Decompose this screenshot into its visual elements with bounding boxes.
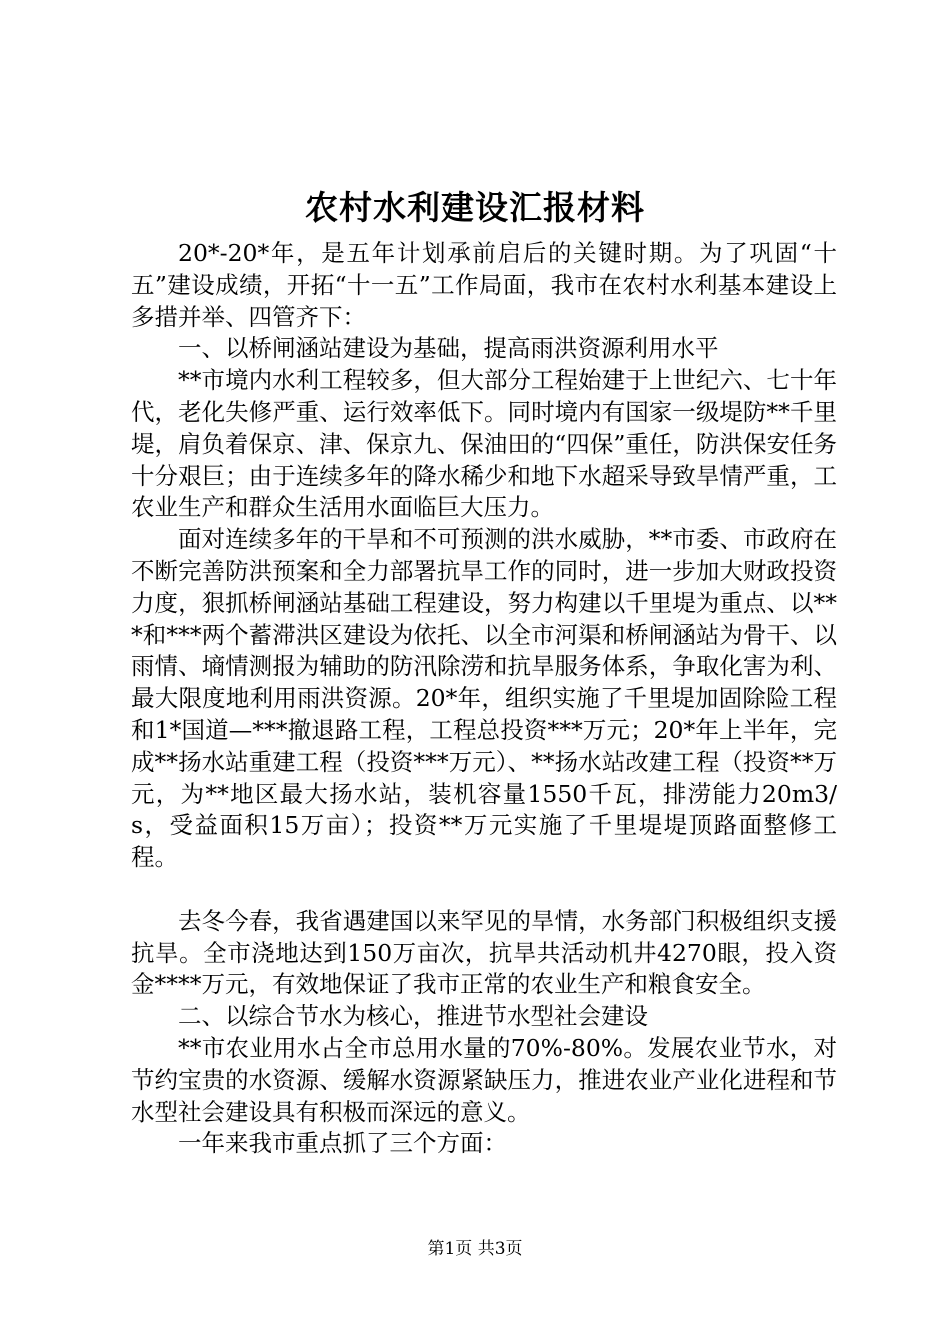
document-title: 农村水利建设汇报材料 <box>305 188 645 227</box>
paragraph-background: **市境内水利工程较多，但大部分工程始建于上世纪六、七十年代，老化失修严重、运行效率低下。同时境内有国家一级堤防**千里堤，肩负着保京、津、保京九、保油田的“四保”重任，防洪保安任务十分艰巨；由于连续多年的降水稀少和地下水超采导致旱情严重，工农业生产和群众生活用水面临巨大压力。 <box>131 366 837 522</box>
page-footer: 第1页 共3页 <box>427 1239 523 1259</box>
section-heading-2: 二、以综合节水为核心，推进节水型社会建设 <box>178 1002 648 1031</box>
paragraph-measures: 面对连续多年的干旱和不可预测的洪水威胁，**市委、市政府在不断完善防洪预案和全力部署抗旱工作的同时，进一步加大财政投资力度，狠抓桥闸涵站基础工程建设，努力构建以千里堤为重点、以***和***两个蓄滞洪区建设为依托、以全市河渠和桥闸涵站为骨干、以雨情、墒情测报为辅助的防汛除涝和抗旱服务体系，争取化害为利、最大限度地利用雨洪资源。20*年，组织实施了千里堤加固除险工程和1*国道—***撤退路工程，工程总投资***万元；20*年上半年，完成**扬水站重建工程（投资***万元）、**扬水站改建工程（投资**万元，为**地区最大扬水站，装机容量1550千瓦，排涝能力20m3/s，受益面积15万亩）；投资**万元实施了千里堤堤顶路面整修工程。 <box>131 525 837 872</box>
section-heading-1: 一、以桥闸涵站建设为基础，提高雨洪资源利用水平 <box>178 334 719 363</box>
document-body <box>131 238 837 1160</box>
paragraph-three-aspects: 一年来我市重点抓了三个方面： <box>178 1129 507 1158</box>
paragraph-intro: 20*-20*年，是五年计划承前启后的关键时期。为了巩固“十五”建设成绩，开拓“十一五”工作局面，我市在农村水利基本建设上多措并举、四管齐下： <box>131 239 837 331</box>
paragraph-water-saving: **市农业用水占全市总用水量的70%-80%。发展农业节水，对节约宝贵的水资源、缓解水资源紧缺压力，推进农业产业化进程和节水型社会建设具有积极而深远的意义。 <box>131 1033 837 1126</box>
paragraph-drought: 去冬今春，我省遇建国以来罕见的旱情，水务部门积极组织支援抗旱。全市浇地达到150万亩次，抗旱共活动机井4270眼，投入资金****万元，有效地保证了我市正常的农业生产和粮食安全。 <box>131 906 837 999</box>
